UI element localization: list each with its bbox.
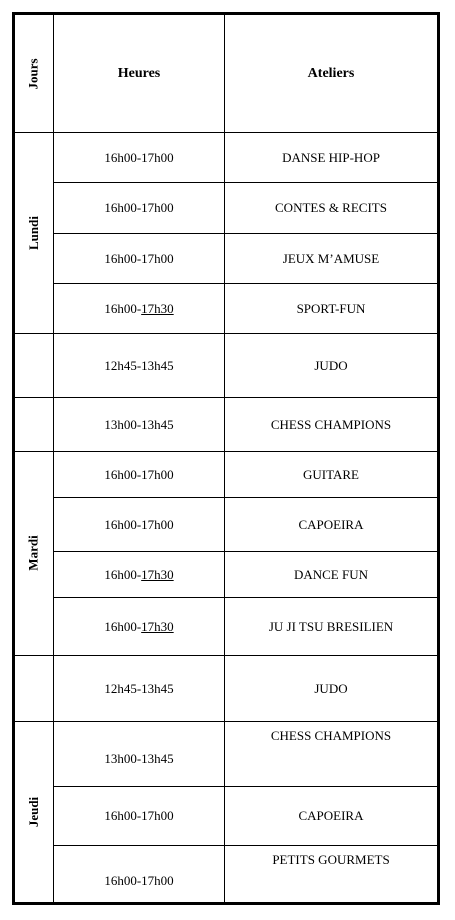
- workshop-cell: CAPOEIRA: [298, 516, 364, 532]
- day-label-jeudi: Jeudi: [26, 796, 41, 827]
- time-end: 17h00: [141, 149, 174, 165]
- header-workshops: Ateliers: [307, 65, 355, 81]
- time-start: 16h00-: [104, 872, 142, 888]
- row-divider: [15, 655, 437, 656]
- time-end: 17h30: [141, 618, 174, 634]
- schedule-table: [12, 12, 440, 905]
- row-divider: [54, 597, 437, 598]
- time-start: 16h00-: [104, 618, 142, 634]
- time-start: 13h00-: [104, 751, 142, 766]
- time-cell: [54, 183, 224, 233]
- workshop-cell: JEUX M’AMUSE: [282, 250, 380, 266]
- day-cell-jeudi: [15, 721, 53, 902]
- time-cell: [54, 787, 224, 845]
- day-cell-lundi: [15, 133, 53, 332]
- workshop-cell: JUDO: [314, 357, 348, 373]
- time-start: 16h00-: [104, 516, 142, 532]
- time-cell: [54, 398, 224, 451]
- workshop-cell: JUDO: [314, 680, 348, 696]
- row-divider: [54, 845, 437, 846]
- day-label-lundi: Lundi: [25, 215, 41, 250]
- time-start: 16h00-: [104, 200, 142, 215]
- time-cell: [54, 234, 224, 283]
- row-divider: [54, 182, 437, 183]
- time-cell: [54, 552, 224, 597]
- time-start: 16h00-: [104, 466, 142, 482]
- time-cell: [54, 133, 224, 182]
- workshop-cell: PETITS GOURMETS: [272, 852, 390, 867]
- time-end: 17h00: [141, 250, 174, 266]
- workshop-cell: CAPOEIRA: [298, 808, 364, 823]
- workshop-cell: CHESS CHAMPIONS: [270, 728, 392, 743]
- time-start: 13h00-: [104, 416, 142, 432]
- header-days-cell: [15, 15, 53, 132]
- workshop-cell: DANSE HIP-HOP: [282, 149, 380, 165]
- day-label-mardi: Mardi: [25, 535, 41, 571]
- time-end: 17h30: [141, 566, 174, 582]
- time-end: 17h30: [141, 300, 174, 316]
- time-start: 16h00-: [104, 566, 142, 582]
- time-start: 16h00-: [104, 808, 142, 823]
- time-cell: [54, 334, 224, 397]
- row-divider: [15, 397, 437, 398]
- time-start: 12h45-: [104, 357, 142, 373]
- row-divider: [54, 283, 437, 284]
- header-days-label: Jours: [26, 57, 41, 90]
- workshop-cell: SPORT-FUN: [296, 300, 366, 316]
- time-end: 13h45: [141, 357, 174, 373]
- workshop-cell: GUITARE: [302, 466, 359, 482]
- time-cell: [54, 722, 224, 786]
- time-end: 13h45: [141, 751, 174, 766]
- time-end: 13h45: [141, 680, 174, 696]
- time-start: 16h00-: [104, 149, 142, 165]
- time-cell: [54, 846, 224, 905]
- time-cell: [54, 452, 224, 497]
- workshop-cell: DANCE FUN: [293, 566, 369, 582]
- time-end: 17h00: [141, 808, 174, 823]
- row-divider: [15, 333, 437, 334]
- row-divider: [15, 721, 437, 722]
- time-cell: [54, 656, 224, 721]
- workshop-cell: CHESS CHAMPIONS: [270, 416, 392, 432]
- row-divider: [54, 551, 437, 552]
- workshop-cell: JU JI TSU BRESILIEN: [268, 618, 394, 634]
- time-end: 17h00: [141, 872, 174, 888]
- time-end: 17h00: [141, 516, 174, 532]
- time-cell: [54, 498, 224, 551]
- time-end: 13h45: [141, 416, 174, 432]
- row-divider: [54, 786, 437, 787]
- time-end: 17h00: [141, 200, 174, 215]
- workshop-cell: CONTES & RECITS: [275, 200, 387, 215]
- row-divider: [54, 497, 437, 498]
- header-hours: Heures: [117, 65, 161, 81]
- day-cell-mardi: [15, 451, 53, 655]
- time-cell: [54, 598, 224, 655]
- row-divider: [54, 233, 437, 234]
- time-end: 17h00: [141, 466, 174, 482]
- time-start: 16h00-: [104, 250, 142, 266]
- time-cell: [54, 284, 224, 333]
- row-divider: [15, 451, 437, 452]
- time-start: 12h45-: [104, 680, 142, 696]
- time-start: 16h00-: [104, 300, 142, 316]
